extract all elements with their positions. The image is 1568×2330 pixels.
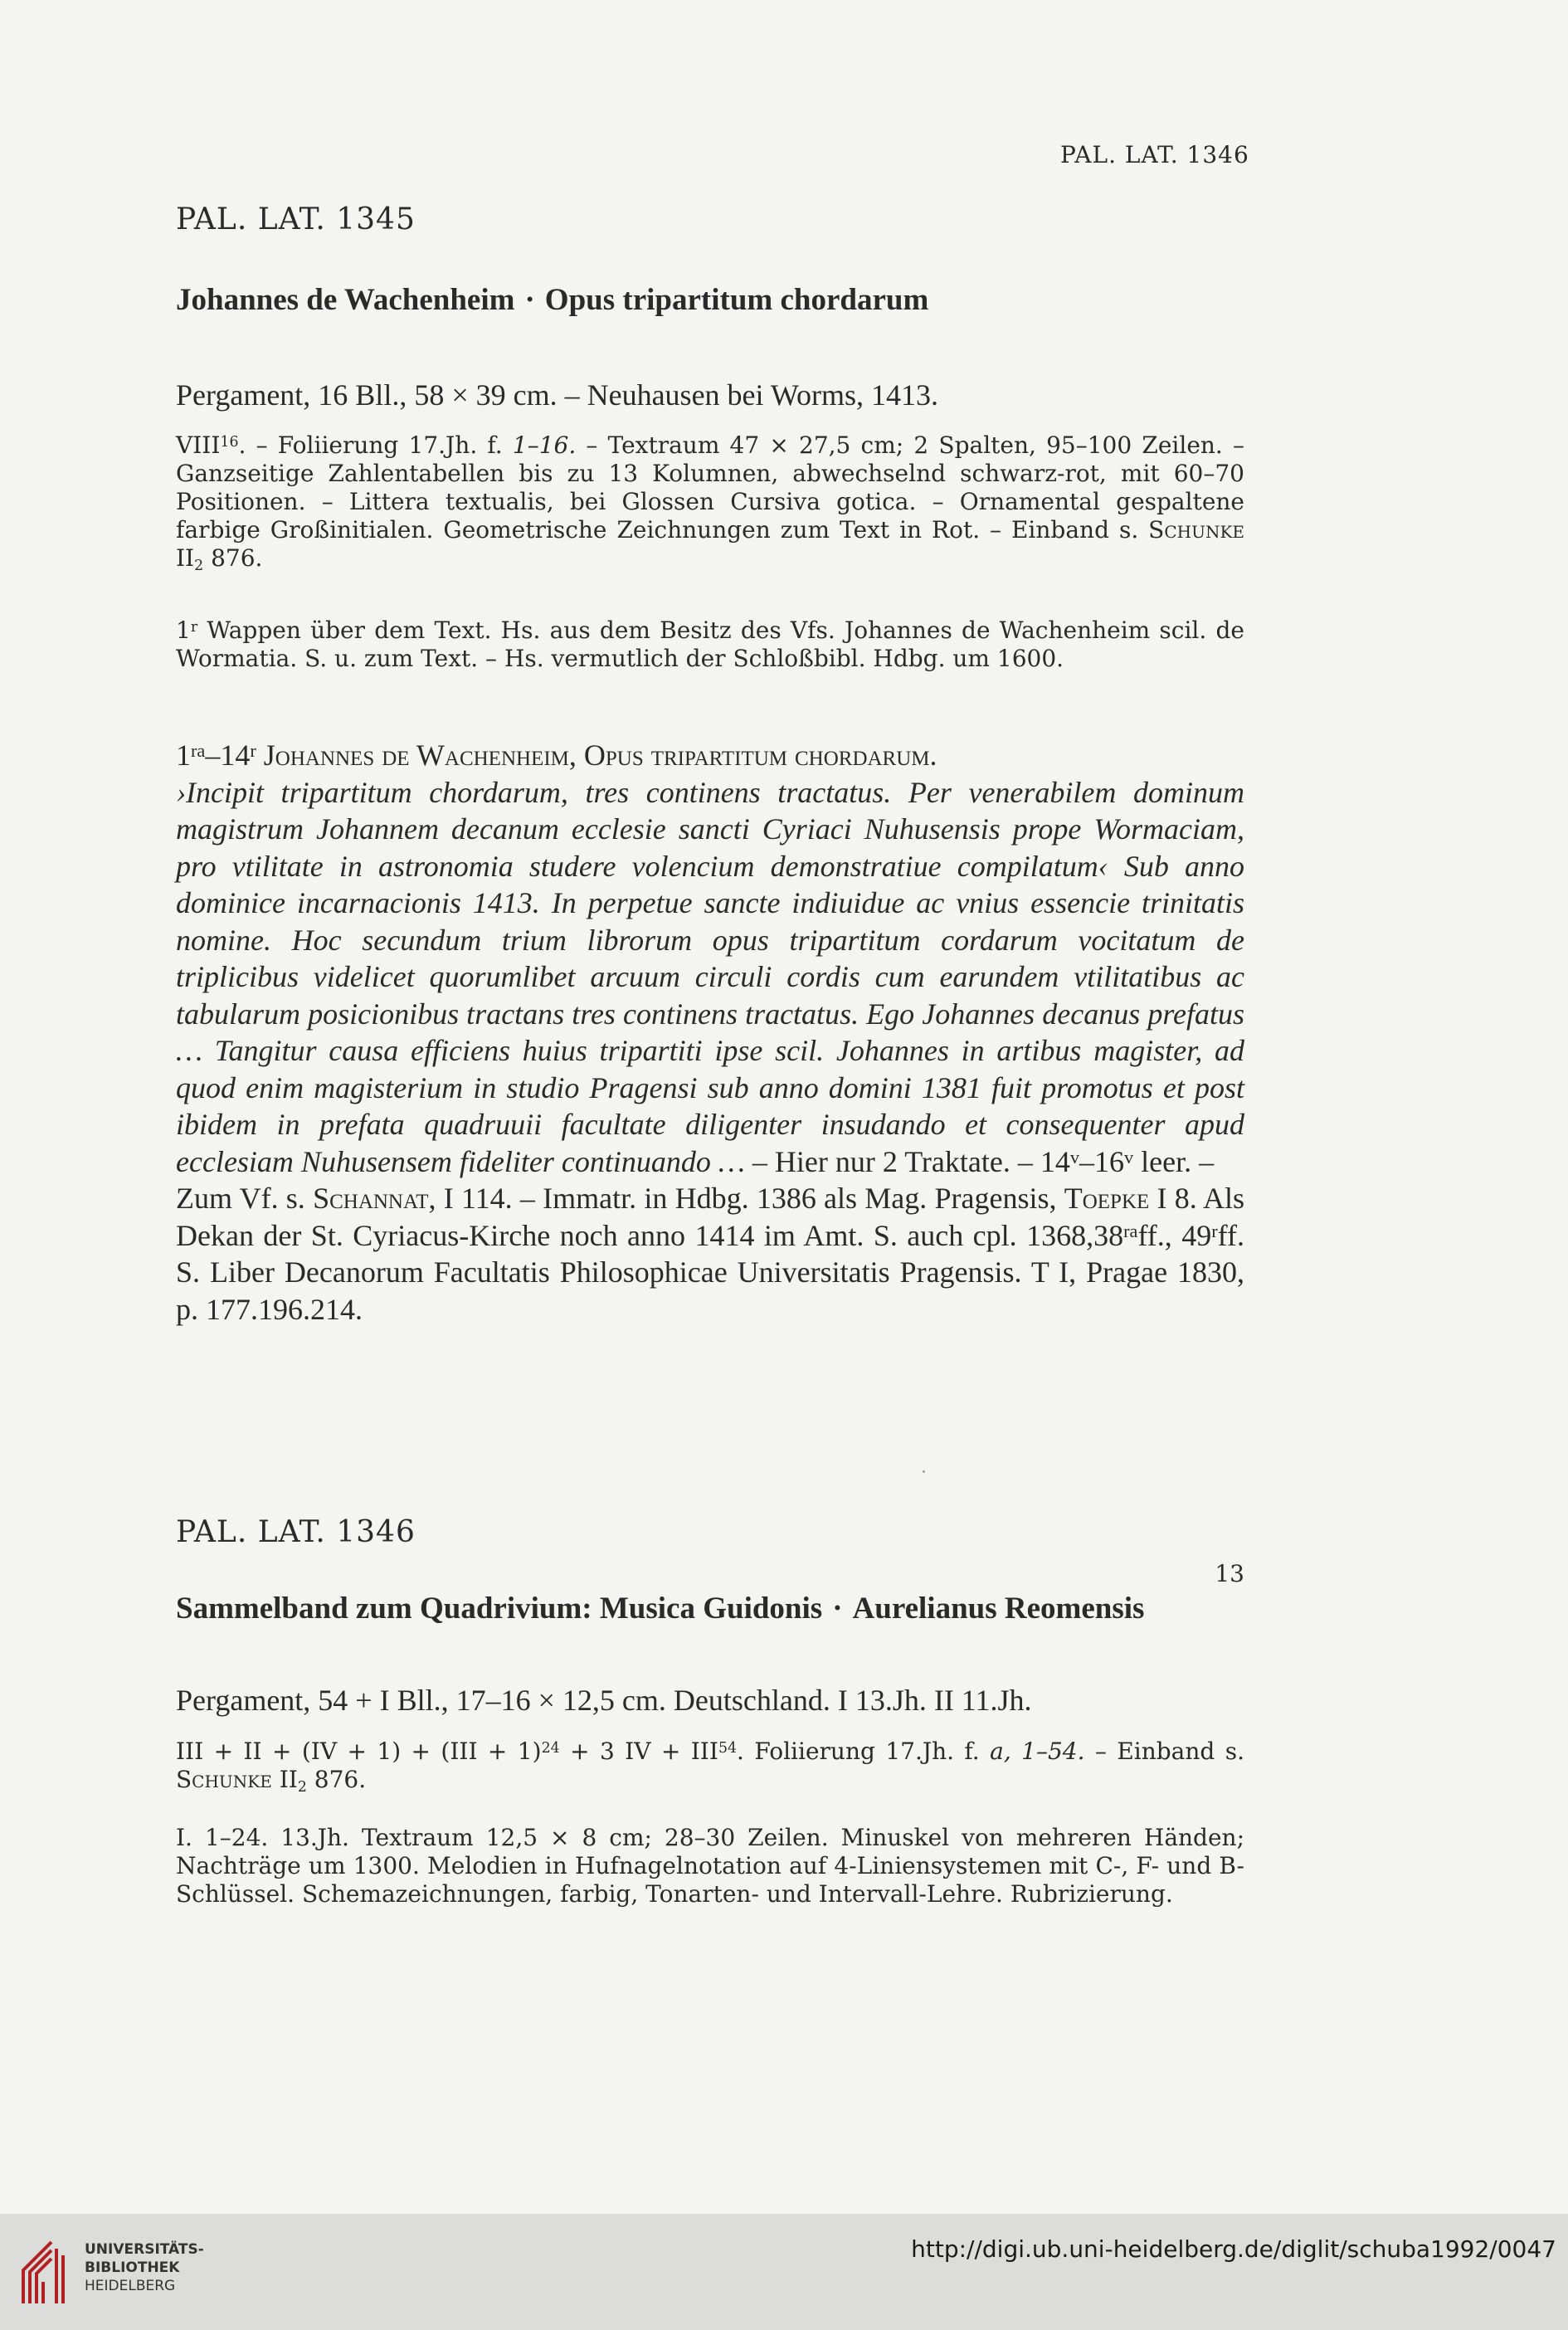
entry1-signature: PAL. LAT. 1345 [176, 202, 416, 236]
entry1-literature: Zum Vf. s. Schannat, I 114. – Immatr. in Hdbg. 1386 als Mag. Pragensis, Toepke I 8. Als Dekan der St. Cyriacus-Kirche noch anno 1414 im Amt. S. auch cpl. $1368,38^{ra}ff$., 49$^r$ff. S. Liber Decanorum Facultatis Philosophicae Universitatis Pragensis. T I, Pragae 1830, p. 177.196.214. [176, 1182, 1245, 1326]
entry2-part2: Aurelianus Reomensis [852, 1592, 1145, 1626]
running-header: PAL. LAT. 1346 [1060, 141, 1249, 168]
entry2-part1: Sammelband zum Quadrivium: Musica Guidonis [176, 1592, 823, 1626]
viewer-footer [0, 2214, 1568, 2330]
entry1-collation: VIII$^{16}$. – Foliierung 17.Jh. f. 1–16. – Textraum 47 × 27,5 cm; 2 Spalten, 95–100 Zeilen. – Ganzseitige Zahlentabellen bis zu 13 Kolumnen, abwechselnd schwarz-rot, mit 60–70 Positionen. – Littera textualis, bei Glossen Cursiva gotica. – Ornamental gespaltene farbige Großinitialen. Geometrische Zeichnungen zum Text in Rot. – Einband s. Schunke $II_2$ 876. [176, 431, 1245, 575]
entry2-title [176, 1591, 1144, 1626]
reference-schunke: Schunke [176, 1766, 272, 1793]
entry1-provenance: 1$^r$ Wappen über dem Text. Hs. aus dem Besitz des Vfs. Johannes de Wachenheim scil. de Wormatia. S. u. zum Text. – Hs. vermutlich der Schloßbibl. Hdbg. um 1600. [176, 617, 1244, 672]
entry1-author: Johannes de Wachenheim [176, 283, 515, 317]
entry1-work: Opus tripartitum chordarum [544, 283, 929, 317]
title-separator: · [832, 1592, 843, 1626]
entry1-incipit: ›Incipit tripartitum chordarum, tres continens tractatus. Per venerabilem dominum magistrum Johannem decanum ecclesie sancti Cyriaci Nuhusensis prope Wormaciam, pro vtilitate in astronomia studere volencium demonstratiue compilatum‹ Sub anno dominice incarnacionis 1413. In perpetue sancte indiuidue ac vnius essencie trinitatis nomine. Hoc secundum trium librorum opus tripartitum cordarum vocitatum de triplicibus videlicet quorumlibet arcuum circuli cordis cum earundem vtilitatibus ac tabularum posicionibus tractans tres continens tractatus. Ego Johannes decanus prefatus … Tangitur causa efficiens huius tripartiti ipse scil. Johannes in artibus magister, ad quod enim magisterium in studio Pragensi sub anno domini 1381 fuit promotus et post ibidem in prefata quadruuii facultate diligenter insudando et consequenter apud ecclesiam Nuhusensem fideliter continuando … – Hier nur 2 Traktate. – 14$^v$–16$^v$ leer. – [176, 775, 1244, 1178]
entry1-physical-description: Pergament, 16 Bll., 58 × 39 cm. – Neuhausen bei Worms, 1413. [176, 378, 938, 412]
permalink-url[interactable]: http://digi.ub.uni-heidelberg.de/diglit/schuba1992/0047 [911, 2235, 1556, 2263]
entry1-contents [176, 737, 1244, 1328]
entry1-title [176, 282, 928, 318]
page-number: 13 [1215, 1560, 1244, 1587]
title-separator: · [524, 283, 535, 317]
reference-schunke: Schunke [1148, 516, 1244, 544]
print-speck [923, 1470, 925, 1473]
library-logo-text: UNIVERSITÄTS- BIBLIOTHEK HEIDELBERG [85, 2241, 204, 2294]
entry2-collation: III + II + (IV + 1) + (III + 1)$^{24}$ + 3 IV + $III^{54}$. Foliierung 17.Jh. f. a, 1–54. – Einband s. Schunke $II_2$ 876. [176, 1738, 1245, 1796]
entry2-part-description: I. 1–24. 13.Jh. Textraum 12,5 × 8 cm; 28–30 Zeilen. Minuskel von mehreren Händen; Nachträge um 1300. Melodien in Hufnagelnotation auf 4-Liniensystemen mit C-, F- und B-Schlüssel. Schemazeichnungen, farbig, Tonarten- und Intervall-Lehre. Rubrizierung. [176, 1824, 1244, 1908]
entry2-physical-description: Pergament, 54 + I Bll., 17–16 × 12,5 cm. Deutschland. I 13.Jh. II 11.Jh. [176, 1684, 1032, 1717]
entry2-signature: PAL. LAT. 1346 [176, 1515, 416, 1549]
entry1-content-heading: $1^{ra}-14^r$ Johannes de Wachenheim, Opus tripartitum chordarum. [176, 738, 937, 772]
library-logo-icon [18, 2237, 71, 2308]
